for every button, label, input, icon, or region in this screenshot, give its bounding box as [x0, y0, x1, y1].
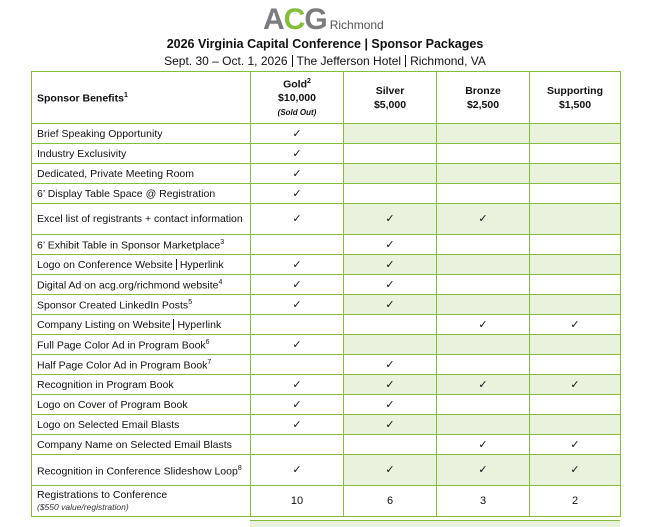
checkmark-cell: ✓ — [251, 375, 344, 395]
footnote-marker: 3 — [220, 239, 225, 247]
table-row — [32, 415, 621, 435]
empty-cell — [437, 164, 530, 184]
benefit-label: Excel list of registrants + contact information — [37, 213, 243, 225]
tier-price: $5,000 — [373, 98, 407, 111]
table-row — [32, 144, 621, 164]
logo-subtitle: Richmond — [329, 18, 384, 32]
empty-cell — [437, 275, 530, 295]
checkmark-cell: ✓ — [251, 395, 344, 415]
benefit-cell — [32, 415, 251, 435]
benefits-header-label: Sponsor Benefits — [37, 92, 124, 105]
acg-richmond-logo — [263, 4, 384, 34]
tier-price: $1,500 — [558, 98, 592, 111]
logo-letter-a: A — [263, 3, 284, 36]
empty-cell — [530, 295, 621, 315]
checkmark-cell: ✓ — [344, 275, 437, 295]
table-row — [32, 486, 621, 517]
separator — [176, 259, 177, 270]
sponsor-packages-table — [31, 71, 621, 517]
checkmark-cell: ✓ — [344, 395, 437, 415]
checkmark-cell: ✓ — [251, 184, 344, 204]
benefit-cell — [32, 184, 251, 204]
benefit-label: Recognition in Program Book — [37, 378, 174, 391]
registration-count-cell: 6 — [344, 486, 437, 517]
benefit-label: Full Page Color Ad in Program Book — [37, 339, 206, 352]
empty-cell — [344, 315, 437, 335]
checkmark-cell: ✓ — [437, 315, 530, 335]
tier-name: Supporting — [547, 84, 603, 97]
benefit-label: Sponsor Created LinkedIn Posts — [37, 299, 189, 312]
empty-cell — [530, 235, 621, 255]
checkmark-cell: ✓ — [251, 275, 344, 295]
checkmark-cell: ✓ — [437, 455, 530, 486]
checkmark-cell: ✓ — [437, 435, 530, 455]
checkmark-cell: ✓ — [530, 375, 621, 395]
empty-cell — [530, 355, 621, 375]
table-row — [32, 375, 621, 395]
checkmark-cell: ✓ — [251, 455, 344, 486]
checkmark-cell: ✓ — [251, 204, 344, 235]
event-city: Richmond, VA — [410, 54, 486, 68]
empty-cell — [344, 184, 437, 204]
empty-cell — [344, 164, 437, 184]
benefit-cell — [32, 355, 251, 375]
checkmark-cell: ✓ — [530, 315, 621, 335]
benefit-label: Company Listing on Website — [37, 318, 171, 331]
benefit-cell — [32, 375, 251, 395]
checkmark-cell: ✓ — [251, 144, 344, 164]
benefit-label: Industry Exclusivity — [37, 147, 127, 160]
registration-count-cell: 3 — [437, 486, 530, 517]
checkmark-cell: ✓ — [344, 455, 437, 486]
benefit-cell — [32, 295, 251, 315]
empty-cell — [437, 295, 530, 315]
tier-header-gold — [251, 72, 344, 124]
checkmark-cell: ✓ — [251, 124, 344, 144]
benefit-label-secondary: Hyperlink — [177, 318, 222, 331]
checkmark-cell: ✓ — [251, 295, 344, 315]
empty-cell — [344, 124, 437, 144]
benefit-cell — [32, 235, 251, 255]
tier-price: $2,500 — [466, 98, 500, 111]
benefit-label: Half Page Color Ad in Program Book — [37, 359, 208, 372]
table-row — [32, 255, 621, 275]
benefit-label: Brief Speaking Opportunity — [37, 127, 163, 140]
separator — [173, 319, 174, 330]
empty-cell — [530, 164, 621, 184]
benefit-label-secondary: Hyperlink — [179, 258, 224, 271]
empty-cell — [437, 124, 530, 144]
benefit-cell — [32, 164, 251, 184]
checkmark-cell: ✓ — [530, 435, 621, 455]
empty-cell — [251, 355, 344, 375]
page-title: 2026 Virginia Capital Conference | Sponsor Packages — [166, 37, 484, 51]
separator — [292, 55, 293, 67]
benefit-label: 6’ Display Table Space @ Registration — [37, 187, 216, 200]
tier-name: Silver — [375, 84, 405, 97]
logo-letter-g: G — [304, 3, 327, 36]
table-row — [32, 184, 621, 204]
checkmark-cell: ✓ — [251, 164, 344, 184]
table-row — [32, 355, 621, 375]
benefit-cell — [32, 395, 251, 415]
empty-cell — [530, 275, 621, 295]
benefit-label: Logo on Conference Website — [37, 258, 173, 271]
footnote-marker: 6 — [205, 339, 210, 347]
benefit-cell — [32, 275, 251, 295]
benefit-cell — [32, 435, 251, 455]
empty-cell — [437, 335, 530, 355]
empty-cell — [530, 255, 621, 275]
checkmark-cell: ✓ — [344, 235, 437, 255]
event-dates: Sept. 30 – Oct. 1, 2026 — [164, 54, 288, 68]
empty-cell — [530, 335, 621, 355]
empty-cell — [437, 235, 530, 255]
checkmark-cell: ✓ — [344, 295, 437, 315]
empty-cell — [530, 124, 621, 144]
table-row — [32, 395, 621, 415]
empty-cell — [437, 415, 530, 435]
table-row — [32, 435, 621, 455]
table-row — [32, 335, 621, 355]
table-row — [32, 315, 621, 335]
benefit-cell — [32, 144, 251, 164]
checkmark-cell: ✓ — [344, 415, 437, 435]
empty-cell — [530, 415, 621, 435]
benefit-label: Recognition in Conference Slideshow Loop — [37, 465, 238, 478]
benefit-cell — [32, 255, 251, 275]
tier-header-silver — [344, 72, 437, 124]
tier-header-bronze — [437, 72, 530, 124]
benefit-cell — [32, 204, 251, 235]
logo-letter-c: C — [283, 3, 305, 36]
page-subtitle — [0, 54, 650, 68]
tier-name: Gold — [283, 78, 307, 91]
checkmark-cell: ✓ — [251, 415, 344, 435]
empty-cell — [530, 144, 621, 164]
empty-cell — [437, 255, 530, 275]
checkmark-cell: ✓ — [344, 204, 437, 235]
checkmark-cell: ✓ — [251, 335, 344, 355]
registration-count-cell: 2 — [530, 486, 621, 517]
registration-count-cell: 10 — [251, 486, 344, 517]
table-row — [32, 235, 621, 255]
benefit-note: ($550 value/registration) — [37, 502, 129, 512]
empty-cell — [530, 204, 621, 235]
benefit-label: Dedicated, Private Meeting Room — [37, 167, 194, 180]
checkmark-cell: ✓ — [344, 255, 437, 275]
separator — [405, 55, 406, 67]
event-venue: The Jefferson Hotel — [296, 54, 402, 68]
table-row — [32, 164, 621, 184]
benefit-cell — [32, 455, 251, 486]
footnote-marker: 2 — [307, 77, 311, 85]
empty-cell — [344, 144, 437, 164]
empty-cell — [530, 184, 621, 204]
table-header-row — [32, 72, 621, 124]
tier-price: $10,000 — [278, 92, 316, 105]
benefit-label: Digital Ad on acg.org/richmond website — [37, 279, 219, 292]
empty-cell — [437, 144, 530, 164]
tier-name: Bronze — [465, 84, 501, 97]
empty-cell — [251, 435, 344, 455]
empty-cell — [437, 184, 530, 204]
table-row — [32, 295, 621, 315]
empty-cell — [437, 355, 530, 375]
benefit-label: Logo on Selected Email Blasts — [37, 418, 180, 431]
table-row — [32, 204, 621, 235]
empty-cell — [530, 395, 621, 415]
footnote-marker: 1 — [123, 92, 128, 100]
empty-cell — [437, 395, 530, 415]
benefits-header — [32, 72, 251, 124]
checkmark-cell: ✓ — [437, 375, 530, 395]
benefit-cell — [32, 124, 251, 144]
tier-header-supporting — [530, 72, 621, 124]
benefit-label: Registrations to Conference — [37, 489, 168, 501]
empty-cell — [344, 435, 437, 455]
table-row — [32, 455, 621, 486]
checkmark-cell: ✓ — [437, 204, 530, 235]
checkmark-cell: ✓ — [530, 455, 621, 486]
benefit-label: 6’ Exhibit Table in Sponsor Marketplace — [37, 239, 221, 252]
footnote-marker: 5 — [188, 299, 193, 307]
benefit-cell — [32, 315, 251, 335]
benefit-cell — [32, 486, 251, 517]
footnote-marker: 8 — [237, 464, 242, 472]
checkmark-cell: ✓ — [251, 255, 344, 275]
tier-note: (Sold Out) — [277, 108, 317, 118]
benefit-label: Company Name on Selected Email Blasts — [37, 438, 232, 451]
checkmark-cell: ✓ — [344, 355, 437, 375]
footnote-marker: 4 — [218, 279, 223, 287]
empty-cell — [344, 335, 437, 355]
table-row — [32, 124, 621, 144]
empty-cell — [251, 235, 344, 255]
benefit-cell — [32, 335, 251, 355]
footnote-marker: 7 — [207, 359, 212, 367]
checkmark-cell: ✓ — [344, 375, 437, 395]
benefit-label: Logo on Cover of Program Book — [37, 398, 188, 411]
empty-cell — [251, 315, 344, 335]
table-row — [32, 275, 621, 295]
